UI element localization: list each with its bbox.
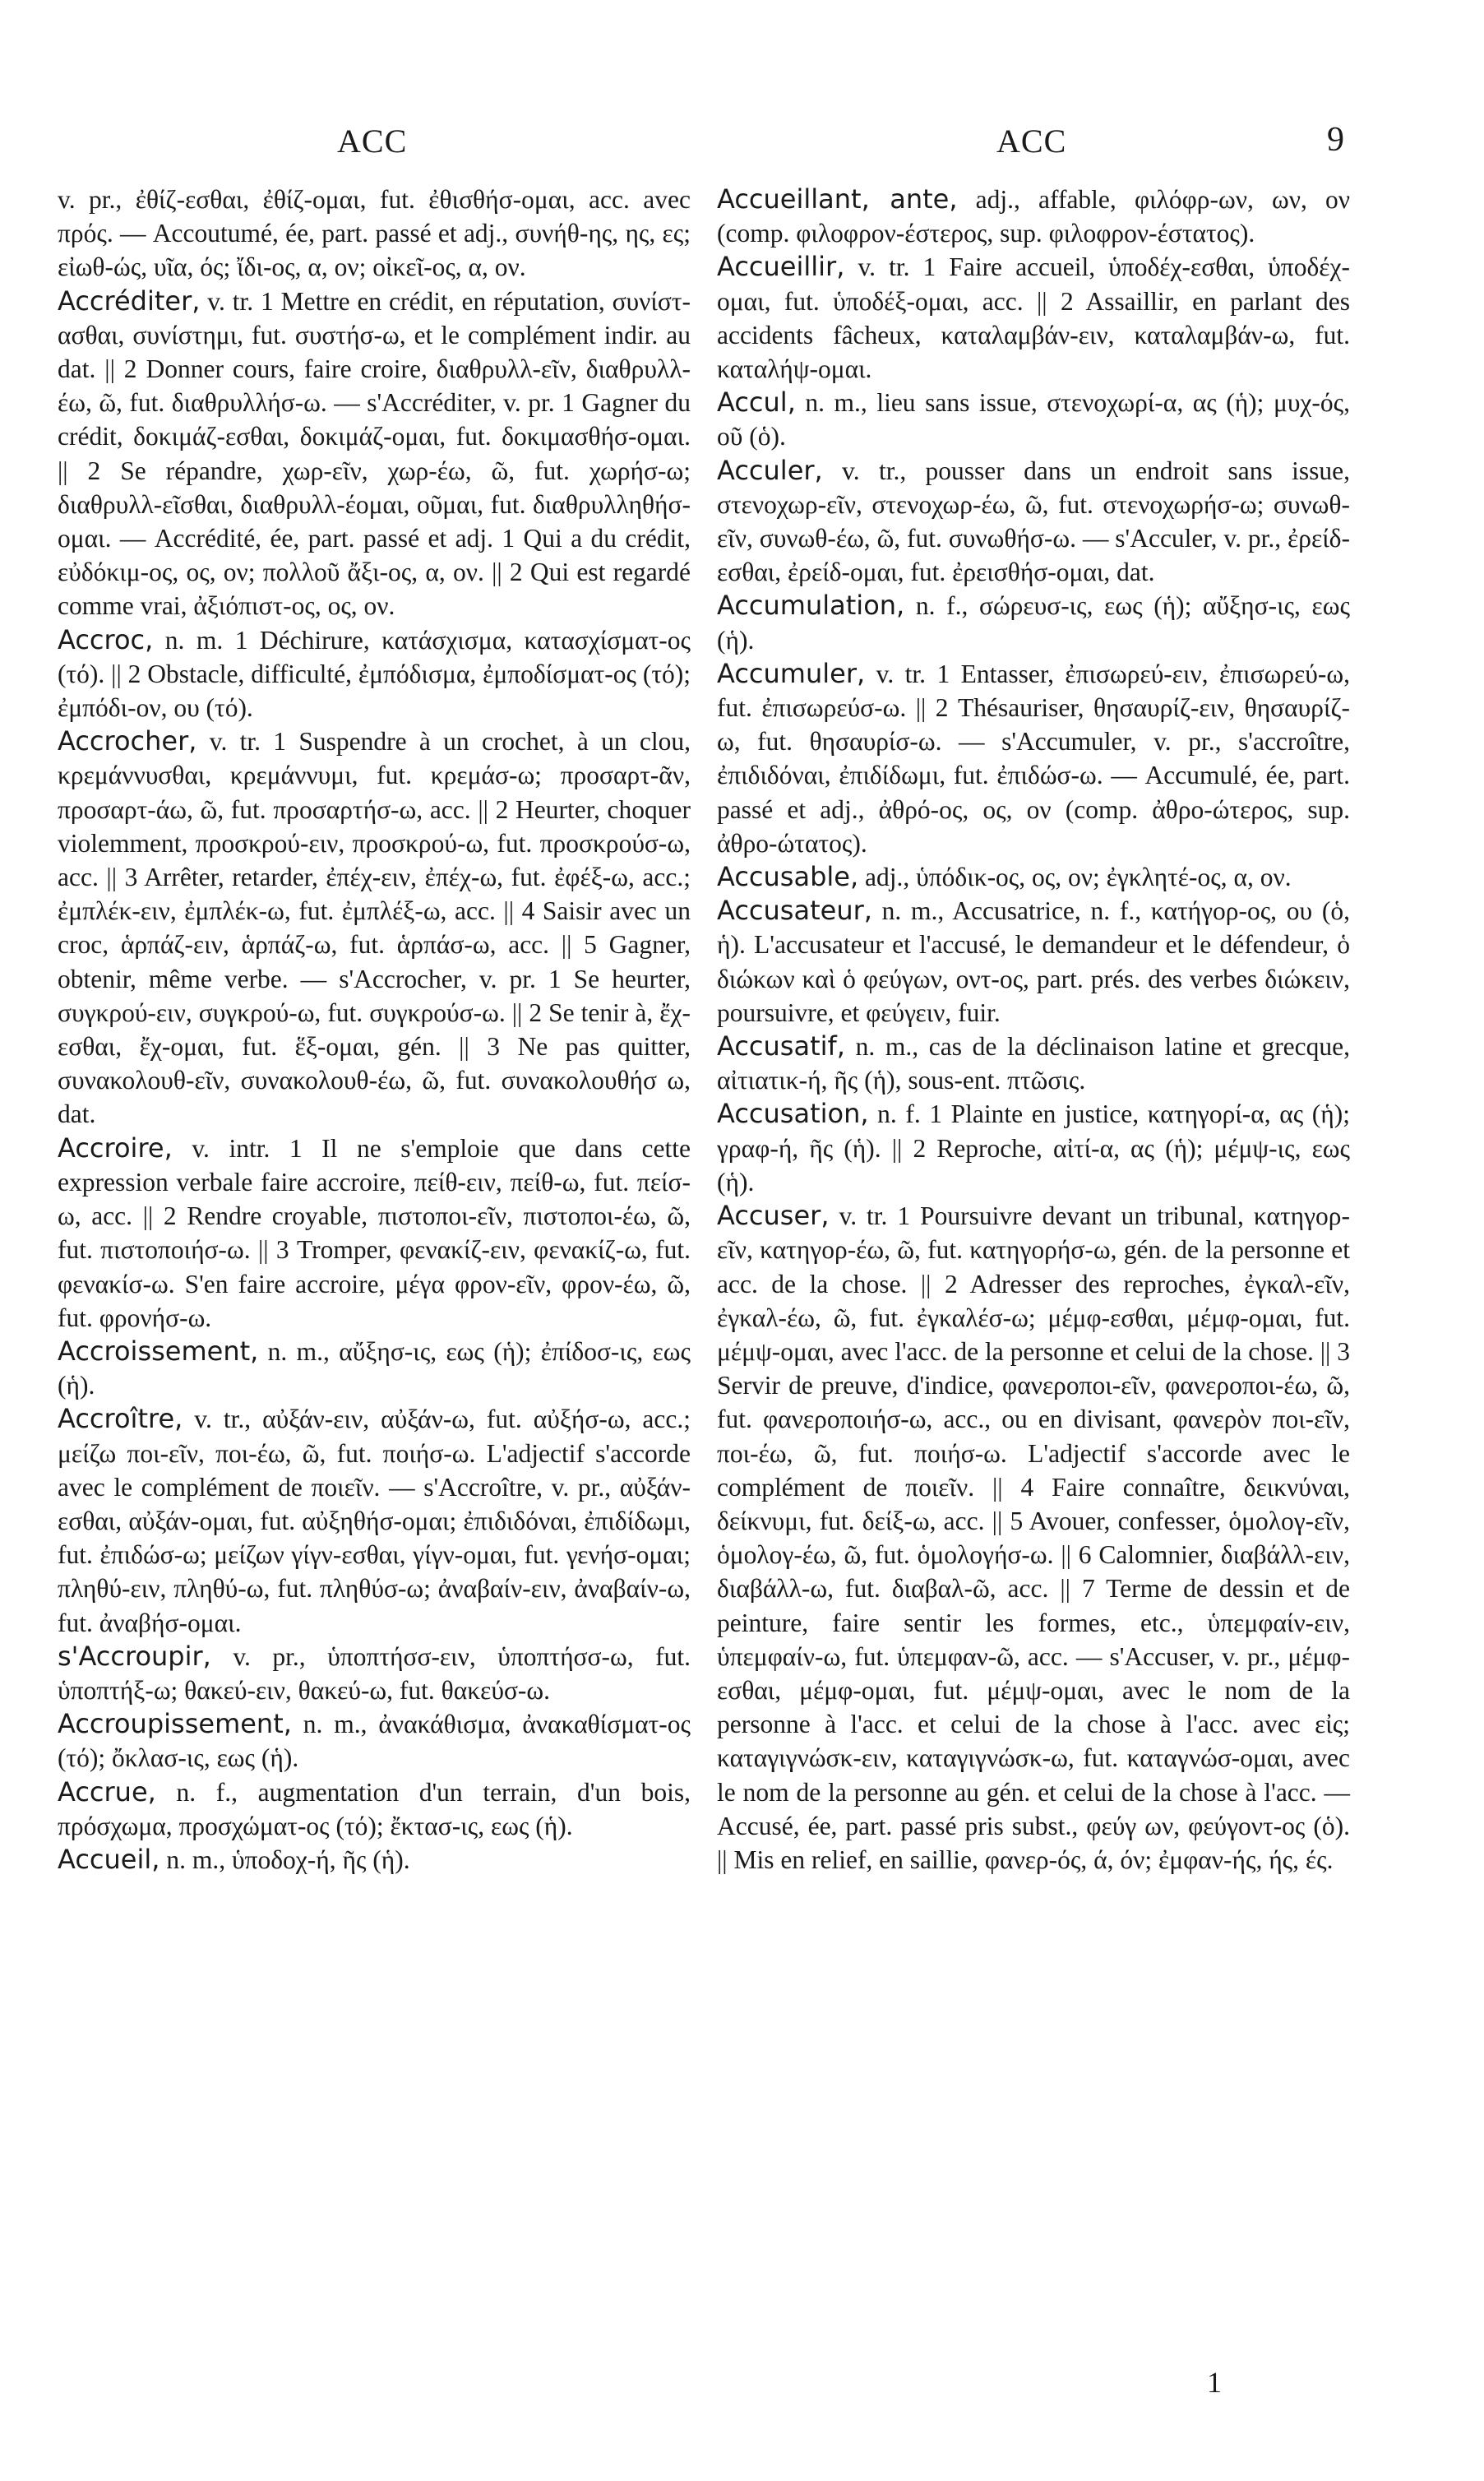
entry-headword: Accul, xyxy=(717,386,796,419)
entry-headword: Accumuler, xyxy=(717,657,866,689)
entry-headword: Acculer, xyxy=(717,454,823,486)
entry-headword: Accroire, xyxy=(58,1132,173,1164)
entry-definition: n. f. 1 Plainte en justice, κατηγορί-α, ας (ἡ); γραφ-ή, ῆς (ἡ). || 2 Reproche, αἰτί-α, ας (ἡ); μέμψ-ις, εως (ἡ). xyxy=(717,1099,1350,1197)
right-running-head: ACC xyxy=(996,123,1067,160)
entry-definition: v. tr. 1 Faire accueil, ὑποδέχ-εσθαι, ὑποδέχ-ομαι, fut. ὑποδέξ-ομαι, acc. || 2 Assaillir, en parlant des accidents fâcheux, καταλαμβάν-ειν, καταλαμβάν-ω, fut. καταλήψ-ομαι. xyxy=(717,252,1351,384)
entry-headword: s'Accroupir, xyxy=(58,1640,211,1672)
dictionary-entry xyxy=(717,657,1350,860)
dictionary-entry xyxy=(58,1775,691,1843)
dictionary-entry xyxy=(717,1030,1350,1097)
left-column xyxy=(58,183,691,1877)
entry-definition: v. tr. 1 Entasser, ἐπισωρεύ-ειν, ἐπισωρεύ-ω, fut. ἐπισωρεύσ-ω. || 2 Thésauriser, θησαυρίζ-ειν, θησαυρίζ-ω, fut. θησαυρίσ-ω. — s'Accumuler, v. pr., s'accroître, ἐπιδιδόναι, ἐπιδίδωμι, fut. ἐπιδώσ-ω. — Accumulé, ée, part. passé et adj., ἀθρό-ος, ος, ον (comp. ἀθρο-ώτερος, sup. ἀθρο-ώτατος). xyxy=(717,659,1351,858)
entry-definition: v. pr., ἐθίζ-εσθαι, ἐθίζ-ομαι, fut. ἐθισθήσ-ομαι, acc. avec πρός. — Accoutumé, ée, part. passé et adj., συνήθ-ης, ης, ες; εἰωθ-ώς, υῖα, ός; ἴδι-ος, α, ον; οἰκεῖ-ος, α, ον. xyxy=(58,185,691,282)
entry-headword: Accusation, xyxy=(717,1098,869,1130)
entry-headword: Accusateur, xyxy=(717,895,872,927)
dictionary-entry xyxy=(58,1132,691,1335)
entry-definition: v. tr. 1 Suspendre à un crochet, à un clou, κρεμάννυσθαι, κρεμάννυμι, fut. κρεμάσ-ω; προσαρτ-ᾶν, προσαρτ-άω, ῶ, fut. προσαρτήσ-ω, acc. || 2 Heurter, choquer violemment, προσκρού-ειν, προσκρού-ω, fut. προσκρούσ-ω, acc. || 3 Arrêter, retarder, ἐπέχ-ειν, ἐπέχ-ω, fut. ἐφέξ-ω, acc.; ἐμπλέκ-ειν, ἐμπλέκ-ω, fut. ἐμπλέξ-ω, acc. || 4 Saisir avec un croc, ἁρπάζ-ειν, ἁρπάζ-ω, fut. ἁρπάσ-ω, acc. || 5 Gagner, obtenir, même verbe. — s'Accrocher, v. pr. 1 Se heurter, συγκρού-ειν, συγκρού-ω, fut. συγκρούσ-ω. || 2 Se tenir à, ἔχ-εσθαι, ἔχ-ομαι, fut. ἕξ-ομαι, gén. || 3 Ne pas quitter, συνακολουθ-εῖν, συνακολουθ-έω, ῶ, fut. συνακολουθήσ ω, dat. xyxy=(58,727,691,1129)
entry-definition: n. m., Accusatrice, n. f., κατήγορ-ος, ου (ὁ, ἡ). L'accusateur et l'accusé, le demandeur et le défendeur, ὁ διώκων καὶ ὁ φεύγων, οντ-ος, part. prés. des verbes διώκειν, poursuivre, et φεύγειν, fuir. xyxy=(717,896,1350,1027)
entry-definition: n. m., αὔξησ-ις, εως (ἡ); ἐπίδοσ-ις, εως (ἡ). xyxy=(58,1336,691,1400)
right-column xyxy=(717,183,1350,1877)
entry-headword: Accroissement, xyxy=(58,1335,259,1367)
dictionary-entry xyxy=(717,250,1350,386)
dictionary-entry xyxy=(717,860,1350,894)
signature-mark: 1 xyxy=(1207,2366,1222,2399)
entry-headword: Accumulation, xyxy=(717,590,905,622)
dictionary-entry xyxy=(58,1335,691,1402)
entry-definition: n. f., σώρευσ-ις, εως (ἡ); αὔξησ-ις, εως (ἡ). xyxy=(717,591,1350,655)
entry-definition: adj., affable, φιλόφρ-ων, ων, ον (comp. φιλοφρον-έστερος, sup. φιλοφρον-έστατος). xyxy=(717,185,1351,248)
entry-definition: n. m. 1 Déchirure, κατάσχισμα, κατασχίσματ-ος (τό). || 2 Obstacle, difficulté, ἐμπόδισμα, ἐμποδίσματ-ος (τό); ἐμπόδι-ον, ου (τό). xyxy=(58,625,691,723)
page-number: 9 xyxy=(1327,121,1344,159)
dictionary-entry xyxy=(717,1097,1350,1199)
entry-headword: Accueillir, xyxy=(717,251,845,283)
entry-definition: v. pr., ὑποπτήσσ-ειν, ὑποπτήσσ-ω, fut. ὑποπτήξ-ω; θακεύ-ειν, θακεύ-ω, fut. θακεύσ-ω. xyxy=(58,1641,691,1705)
dictionary-entry xyxy=(58,1640,691,1707)
entry-definition: n. m., ὑποδοχ-ή, ῆς (ἡ). xyxy=(166,1845,410,1874)
dictionary-entry xyxy=(58,285,691,623)
dictionary-entry xyxy=(58,1843,691,1877)
dictionary-entry xyxy=(717,1199,1350,1877)
entry-definition: n. f., augmentation d'un terrain, d'un bois, πρόσχωμα, προσχώματ-ος (τό); ἔκτασ-ις, εως (ἡ). xyxy=(58,1777,691,1840)
dictionary-entry xyxy=(717,454,1350,590)
entry-headword: Accréditer, xyxy=(58,285,201,317)
entry-definition: v. tr. 1 Poursuivre devant un tribunal, κατηγορ-εῖν, κατηγορ-έω, ῶ, fut. κατηγορήσ-ω, gén. de la personne et acc. de la chose. || 2 Adresser des reproches, ἐγκαλ-εῖν, ἐγκαλ-έω, ῶ, fut. ἐγκαλέσ-ω; μέμφ-εσθαι, μέμφ-ομαι, fut. μέμψ-ομαι, avec l'acc. de la personne et celui de la chose. || 3 Servir de preuve, d'indice, φανεροποι-εῖν, φανεροποι-έω, ῶ, fut. φανεροποιήσ-ω, acc., ou en divisant, φανερὸν ποι-εῖν, ποι-έω, ῶ, fut. ποιήσ-ω. L'adjectif s'accorde avec le complément de ποιεῖν. || 4 Faire connaître, δεικνύναι, δείκνυμι, fut. δείξ-ω, acc. || 5 Avouer, confesser, ὁμολογ-εῖν, ὁμολογ-έω, ῶ, fut. ὁμολογήσ-ω. || 6 Calomnier, διαβάλλ-ειν, διαβάλλ-ω, fut. διαβαλ-ῶ, acc. || 7 Terme de dessin et de peinture, faire sentir les formes, etc., ὑπεμφαίν-ειν, ὑπεμφαίν-ω, fut. ὑπεμφαν-ῶ, acc. — s'Accuser, v. pr., μέμφ-εσθαι, μέμφ-ομαι, fut. μέμψ-ομαι, avec le nom de la personne à l'acc. et celui de la chose à l'acc. avec εἰς; καταγιγνώσκ-ειν, καταγιγνώσκ-ω, fut. καταγνώσ-ομαι, avec le nom de la personne au gén. et celui de la chose à l'acc. — Accusé, ée, part. passé pris subst., φεύγ ων, φεύγοντ-ος (ὁ). || Mis en relief, en saillie, φανερ-ός, ά, όν; ἐμφαν-ής, ής, ές. xyxy=(717,1201,1351,1874)
entry-definition: v. intr. 1 Il ne s'emploie que dans cette expression verbale faire accroire, πείθ-ειν, πείθ-ω, fut. πείσ-ω, acc. || 2 Rendre croyable, πιστοποι-εῖν, πιστοποι-έω, ῶ, fut. πιστοποιήσ-ω. || 3 Tromper, φενακίζ-ειν, φενακίζ-ω, fut. φενακίσ-ω. S'en faire accroire, μέγα φρον-εῖν, φρον-έω, ῶ, fut. φρονήσ-ω. xyxy=(58,1133,691,1332)
entry-definition: n. m., lieu sans issue, στενοχωρί-α, ας (ἡ); μυχ-ός, οῦ (ὁ). xyxy=(717,388,1350,451)
entry-definition: v. tr., pousser dans un endroit sans issue, στενοχωρ-εῖν, στενοχωρ-έω, ῶ, fut. στενοχωρήσ-ω; συνωθ-εῖν, συνωθ-έω, ῶ, fut. συνωθήσ-ω. — s'Acculer, v. pr., ἐρείδ-εσθαι, ἐρείδ-ομαι, fut. ἐρεισθήσ-ομαι, dat. xyxy=(717,456,1350,587)
dictionary-entry xyxy=(58,1707,691,1775)
entry-definition: v. tr., αὐξάν-ειν, αὐξάν-ω, fut. αὐξήσ-ω, acc.; μείζω ποι-εῖν, ποι-έω, ῶ, fut. ποιήσ-ω. L'adjectif s'accorde avec le complément de ποιεῖν. — s'Accroître, v. pr., αὐξάν-εσθαι, αὐξάν-ομαι, fut. αὐξηθήσ-ομαι; ἐπιδιδόναι, ἐπιδίδωμι, fut. ἐπιδώσ-ω; μείζων γίγν-εσθαι, γίγν-ομαι, fut. γενήσ-ομαι; πληθύ-ειν, πληθύ-ω, fut. πληθύσ-ω; ἀναβαίν-ειν, ἀναβαίν-ω, fut. ἀναβήσ-ομαι. xyxy=(58,1405,691,1637)
entry-definition: v. tr. 1 Mettre en crédit, en réputation, συνίστ-ασθαι, συνίστημι, fut. συστήσ-ω, et le complément indir. au dat. || 2 Donner cours, faire croire, διαθρυλλ-εῖν, διαθρυλλ-έω, ῶ, fut. διαθρυλλήσ-ω. — s'Accréditer, v. pr. 1 Gagner du crédit, δοκιμάζ-εσθαι, δοκιμάζ-ομαι, fut. δοκιμασθήσ-ομαι. || 2 Se répandre, χωρ-εῖν, χωρ-έω, ῶ, fut. χωρήσ-ω; διαθρυλλ-εῖσθαι, διαθρυλλ-έομαι, οῦμαι, fut. διαθρυλληθήσ-ομαι. — Accrédité, ée, part. passé et adj. 1 Qui a du crédit, εὐδόκιμ-ος, ος, ον; πολλοῦ ἄξι-ος, α, ον. || 2 Qui est regardé comme vrai, ἀξιόπιστ-ος, ος, ον. xyxy=(58,286,691,621)
entry-headword: Accueil, xyxy=(58,1843,160,1875)
entry-headword: Accrue, xyxy=(58,1775,156,1808)
dictionary-entry xyxy=(58,623,691,725)
entry-definition: adj., ὑπόδικ-ος, ος, ον; ἐγκλητέ-ος, α, ον. xyxy=(865,863,1292,892)
entry-headword: Accueillant, ante, xyxy=(717,183,958,215)
entry-headword: Accroître, xyxy=(58,1403,183,1435)
entry-headword: Accroupissement, xyxy=(58,1708,292,1740)
dictionary-entry xyxy=(58,1402,691,1639)
entry-headword: Accusable, xyxy=(717,861,859,893)
dictionary-entry xyxy=(58,183,691,285)
dictionary-entry xyxy=(717,386,1350,453)
dictionary-entry xyxy=(717,894,1350,1030)
entry-headword: Accuser, xyxy=(717,1200,830,1232)
entry-headword: Accusatif, xyxy=(717,1030,845,1062)
dictionary-entry xyxy=(717,589,1350,656)
entry-headword: Accrocher, xyxy=(58,725,197,757)
entry-headword: Accroc, xyxy=(58,623,154,655)
entry-definition: n. m., cas de la déclinaison latine et grecque, αἰτιατικ-ή, ῆς (ἡ), sous-ent. πτῶσις. xyxy=(717,1032,1350,1095)
left-running-head: ACC xyxy=(337,123,408,160)
dictionary-entry xyxy=(58,724,691,1131)
dictionary-entry xyxy=(717,183,1350,250)
entry-definition: n. m., ἀνακάθισμα, ἀνακαθίσματ-ος (τό); ὄκλασ-ις, εως (ἡ). xyxy=(58,1710,691,1773)
